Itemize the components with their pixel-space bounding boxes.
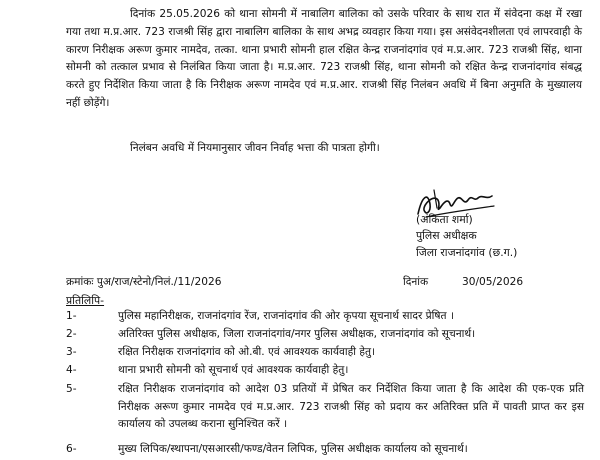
copy-item-number: 2-: [66, 328, 77, 340]
copy-item-number: 5-: [66, 383, 77, 395]
copy-item-number: 6-: [66, 443, 77, 455]
reference-date: 30/05/2026: [462, 276, 524, 288]
signatory-district: जिला राजनांदगांव (छ.ग.): [416, 246, 518, 259]
order-paragraph-1: दिनांक 25.05.2026 को थाना सोमनी में नाबालिग बालिका को उसके परिवार के साथ रात में संवेदना कक्ष में रखा गया तथा म.प्र.आर. 723 राजश्री सिंह द्वारा नाबालिग बालिका के साथ अभद्र व्यवहार किया गया। इस असंवेदनशीलता एवं लापरवाही के कारण निरीक्षक अरूण कुमार नामदेव, तत्का. थाना प्रभारी सोमनी हाल रक्षित केन्द्र राजनांदगांव एवं म.प्र.आर. 723 राजश्री सिंह, थाना सोमनी को तत्काल प्रभाव से निलंबित किया जाता है। म.प्र.आर. 723 राजश्री सिंह, थाना सोमनी को रक्षित केन्द्र राजनांदगांव संबद्ध करते हुए निर्देशित किया जाता है कि निरीक्षक अरूण नामदेव एवं म.प्र.आर. राजश्री सिंह निलंबन अवधि में बिना अनुमति के मुख्यालय नहीं छोड़ेंगे।: [66, 8, 582, 109]
copy-item-text: रक्षित निरीक्षक राजनांदगांव को आदेश 03 प्रतियों में प्रेषित कर निर्देशित किया जाता है कि आदेश की एक-एक प्रति निरीक्षक अरूण कुमार नामदेव एवं म.प्र.आर. 723 राजश्री सिंह को प्रदाय कर अतिरिक्त प्रति में पावती प्राप्त कर इस कार्यालय को उपलब्ध कराना सुनिश्चित करें ।: [118, 383, 584, 431]
copy-list-item: [66, 381, 584, 437]
copy-item-number: 3-: [66, 346, 77, 358]
copy-item-text: थाना प्रभारी सोमनी को सूचनार्थ एवं आवश्यक कार्यवाही हेतु।: [118, 364, 349, 376]
reference-number: क्रमांकः पुअ/राज/स्टेनो/निलं./11/2026: [66, 276, 222, 288]
copy-item-text: अतिरिक्त पुलिस अधीक्षक, जिला राजनांदगांव/नगर पुलिस अधीक्षक, राजनांदगांव को सूचनार्थ।: [118, 328, 476, 340]
copy-item-text: रक्षित निरीक्षक राजनांदगांव को ओ.बी. एवं आवश्यक कार्यवाही हेतु।: [118, 346, 376, 358]
copy-heading: प्रतिलिपि-: [66, 294, 105, 307]
signatory-designation: पुलिस अधीक्षक: [416, 229, 477, 242]
copy-item-text: मुख्य लिपिक/स्थापना/एसआरसी/फण्ड/वेतन लिपिक, पुलिस अधीक्षक कार्यालय को सूचनार्थ।: [118, 443, 468, 455]
copy-item-text: पुलिस महानिरीक्षक, राजनांदगांव रेंज, राजनांदगांव की ओर कृपया सूचनार्थ सादर प्रेषित ।: [118, 310, 454, 322]
copy-item-number: 1-: [66, 310, 77, 322]
reference-date-label: दिनांक: [403, 276, 429, 288]
order-paragraph-2: निलंबन अवधि में नियमानुसार जीवन निर्वाह भत्ता की पात्रता होगी।: [130, 142, 380, 154]
copy-item-number: 4-: [66, 364, 77, 376]
signatory-name: (अंकिता शर्मा): [416, 213, 473, 226]
